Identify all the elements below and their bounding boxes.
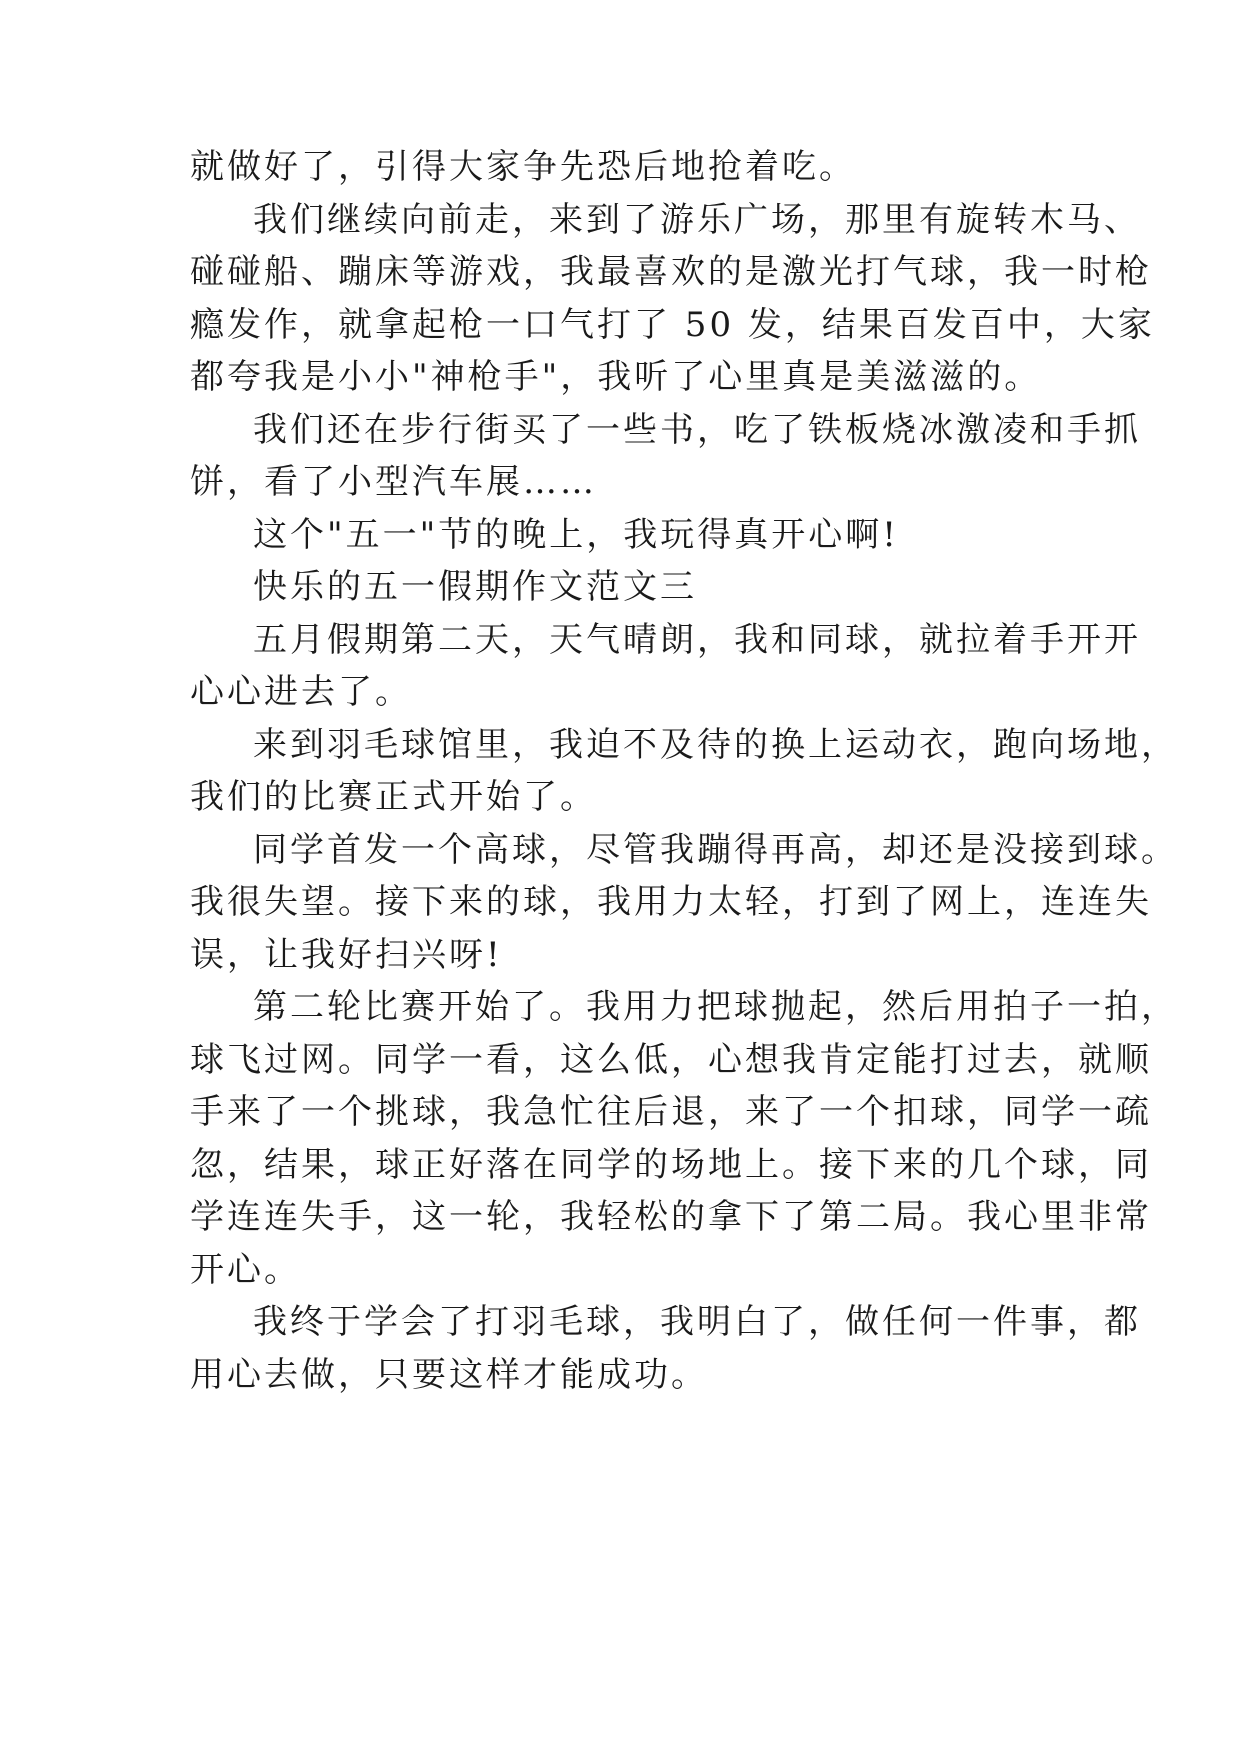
text-line: 来到羽毛球馆里，我迫不及待的换上运动衣，跑向场地， — [253, 725, 1178, 765]
text-line: 同学首发一个高球，尽管我蹦得再高，却还是没接到球。 — [253, 830, 1178, 870]
text-line: 手来了一个挑球，我急忙往后退，来了一个扣球，同学一疏 — [190, 1092, 1152, 1132]
text-line: 心心进去了。 — [190, 672, 412, 712]
text-line: 我很失望。接下来的球，我用力太轻，打到了网上，连连失 — [190, 882, 1152, 922]
text-line: 我们还在步行街买了一些书，吃了铁板烧冰激凌和手抓 — [253, 410, 1141, 450]
text-line: 忽，结果，球正好落在同学的场地上。接下来的几个球，同 — [190, 1145, 1152, 1185]
section-heading: 快乐的五一假期作文范文三 — [253, 567, 697, 607]
text-line: 第二轮比赛开始了。我用力把球抛起，然后用拍子一拍， — [253, 987, 1178, 1027]
text-line: 用心去做，只要这样才能成功。 — [190, 1355, 708, 1395]
text-line: 学连连失手，这一轮，我轻松的拿下了第二局。我心里非常 — [190, 1197, 1152, 1237]
text-line: 球飞过网。同学一看，这么低，心想我肯定能打过去，就顺 — [190, 1040, 1152, 1080]
text-line: 我们继续向前走，来到了游乐广场，那里有旋转木马、 — [253, 200, 1141, 240]
text-line: 碰碰船、蹦床等游戏，我最喜欢的是激光打气球，我一时枪 — [190, 252, 1152, 292]
text-line: 开心。 — [190, 1250, 301, 1290]
text-line: 我终于学会了打羽毛球，我明白了，做任何一件事，都 — [253, 1302, 1141, 1342]
text-line: 误，让我好扫兴呀! — [190, 935, 503, 975]
text-line: 饼，看了小型汽车展…… — [190, 462, 597, 502]
text-line: 就做好了，引得大家争先恐后地抢着吃。 — [190, 147, 856, 187]
text-line: 瘾发作，就拿起枪一口气打了 50 发，结果百发百中，大家 — [190, 305, 1155, 345]
text-line: 这个"五一"节的晚上，我玩得真开心啊! — [253, 515, 899, 555]
text-line: 五月假期第二天，天气晴朗，我和同球，就拉着手开开 — [253, 620, 1141, 660]
text-line: 都夸我是小小"神枪手"，我听了心里真是美滋滋的。 — [190, 357, 1042, 397]
text-line: 我们的比赛正式开始了。 — [190, 777, 597, 817]
